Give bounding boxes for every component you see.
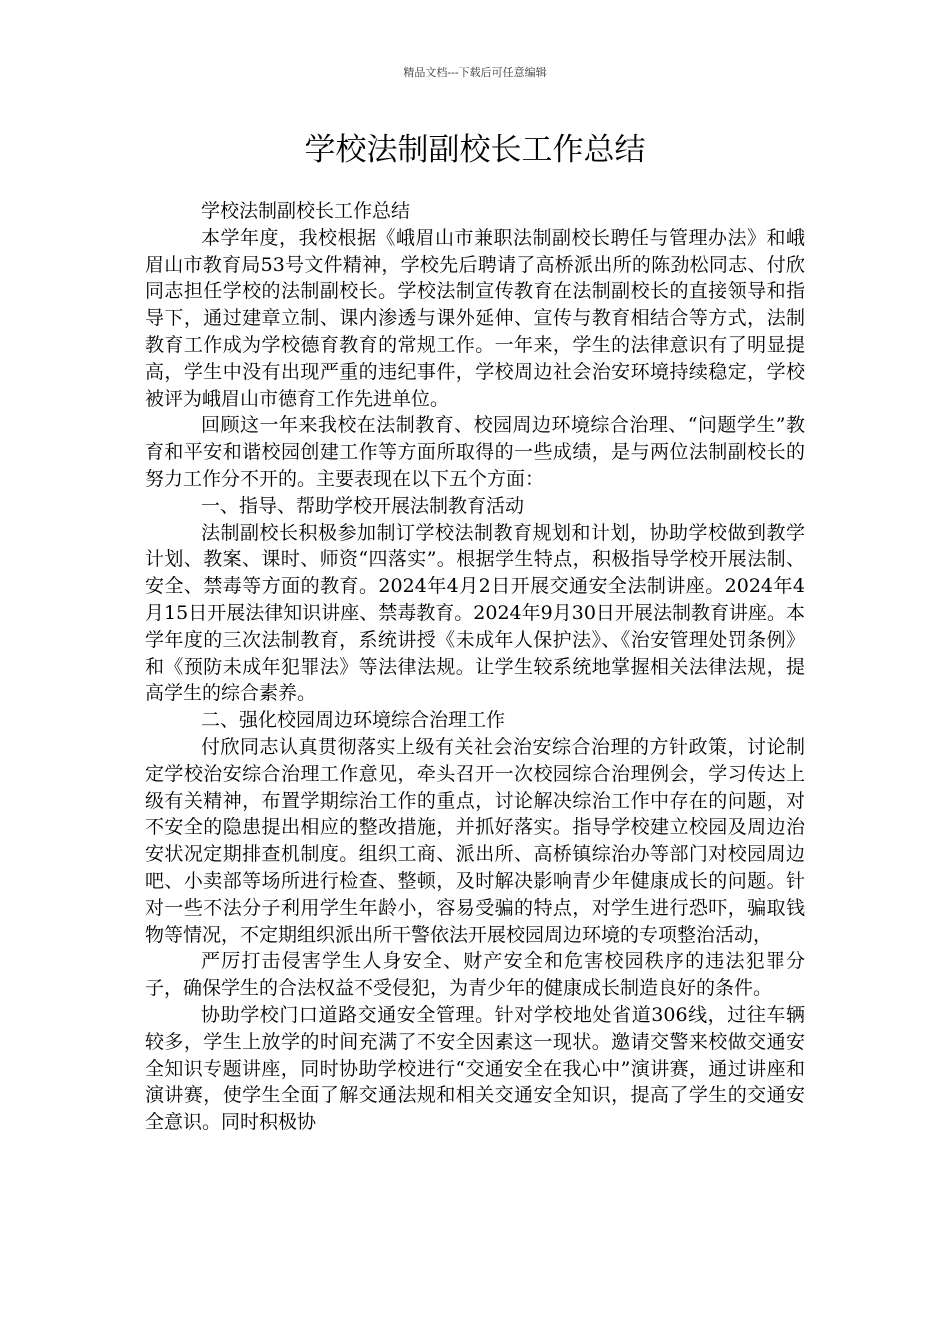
- section-heading-2: 二、强化校园周边环境综合治理工作: [201, 709, 506, 732]
- paragraph-section-2: 付欣同志认真贯彻落实上级有关社会治安综合治理的方针政策，讨论制定学校治安综合治理工作意见，牵头召开一次校园综合治理例会，学习传达上级有关精神，布置学期综治工作的重点，讨论解决综治工作中存在的问题，对不安全的隐患提出相应的整改措施，并抓好落实。指导学校建立校园及周边治安状况定期排查机制度。组织工商、派出所、高桥镇综治办等部门对校园周边吧、小卖部等场所进行检查、整顿，及时解决影响青少年健康成长的问题。针对一些不法分子利用学生年龄小，容易受骗的特点，对学生进行恐吓，骗取钱物等情况，不定期组织派出所干警依法开展校园周边环境的专项整治活动，: [145, 735, 805, 946]
- paragraph-subtitle: 学校法制副校长工作总结: [201, 200, 411, 222]
- paragraph-section-1: 法制副校长积极参加制订学校法制教育规划和计划，协助学校做到教学计划、教案、课时、师资“四落实”。根据学生特点，积极指导学校开展法制、安全、禁毒等方面的教育。2024年4月2日开展交通安全法制讲座。2024年4月15日开展法律知识讲座、禁毒教育。2024年9月30日开展法制教育讲座。本学年度的三次法制教育，系统讲授《未成年人保护法》、《治安管理处罚条例》和《预防未成年犯罪法》等法律法规。让学生较系统地掌握相关法律法规，提高学生的综合素养。: [145, 521, 805, 705]
- document-title: 学校法制副校长工作总结: [304, 132, 646, 168]
- paragraph-crackdown: 严厉打击侵害学生人身安全、财产安全和危害校园秩序的违法犯罪分子，确保学生的合法权益不受侵犯，为青少年的健康成长制造良好的条件。: [145, 950, 805, 1000]
- header-note: 精品文档---下载后可任意编辑: [403, 66, 547, 79]
- paragraph-intro: 本学年度，我校根据《峨眉山市兼职法制副校长聘任与管理办法》和峨眉山市教育局53号文件精神，学校先后聘请了高桥派出所的陈劲松同志、付欣同志担任学校的法制副校长。学校法制宣传教育在法制副校长的直接领导和指导下，通过建章立制、课内渗透与课外延伸、宣传与教育相结合等方式，法制教育工作成为学校德育教育的常规工作。一年来，学生的法律意识有了明显提高，学生中没有出现严重的违纪事件，学校周边社会治安环境持续稳定，学校被评为峨眉山市德育工作先进单位。: [145, 226, 805, 410]
- paragraph-traffic: 协助学校门口道路交通安全管理。针对学校地处省道306线，过往车辆较多，学生上放学的时间充满了不安全因素这一现状。邀请交警来校做交通安全知识专题讲座，同时协助学校进行“交通安全在我心中”演讲赛，通过讲座和演讲赛，使学生全面了解交通法规和相关交通安全知识，提高了学生的交通安全意识。同时积极协: [145, 1003, 805, 1134]
- paragraph-review: 回顾这一年来我校在法制教育、校园周边环境综合治理、“问题学生”教育和平安和谐校园创建工作等方面所取得的一些成绩，是与两位法制副校长的努力工作分不开的。主要表现在以下五个方面：: [145, 414, 805, 490]
- section-heading-1: 一、指导、帮助学校开展法制教育活动: [201, 494, 525, 517]
- document-body: [145, 198, 805, 1136]
